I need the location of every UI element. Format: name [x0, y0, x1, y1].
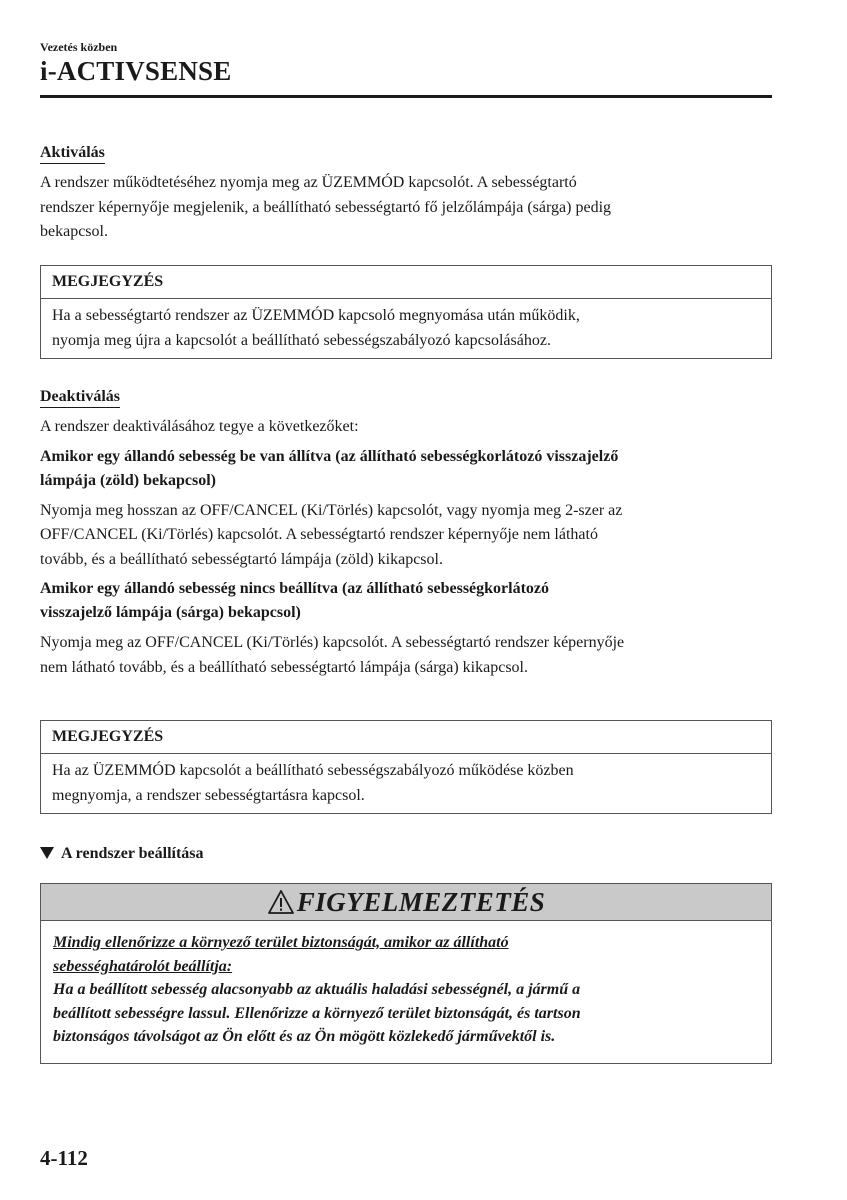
warning-lead-line: Mindig ellenőrizze a környező terület biztonságát, amikor az állítható — [53, 934, 509, 951]
deactivation-intro: A rendszer deaktiválásához tegye a következőket: — [40, 418, 359, 435]
note-line: Ha a sebességtartó rendszer az ÜZEMMÓD kapcsoló megnyomása után működik, — [52, 307, 580, 324]
deactivation-section — [40, 388, 772, 680]
setup-heading-label: A rendszer beállítása — [61, 845, 204, 862]
note-line: Ha az ÜZEMMÓD kapcsolót a beállítható sebességszabályozó működése közben — [52, 762, 574, 779]
case1-line: OFF/CANCEL (Ki/Törlés) kapcsolót. A sebességtartó rendszer képernyője nem látható — [40, 526, 598, 543]
activation-line: rendszer képernyője megjelenik, a beállítható sebességtartó fő jelzőlámpája (sárga) pedig — [40, 198, 612, 216]
case2-line: nem látható tovább, és a beállítható sebességtartó lámpája (sárga) kikapcsol. — [40, 658, 528, 676]
warning-title: FIGYELMEZTETÉS — [296, 886, 546, 917]
activation-line: A rendszer működtetéséhez nyomja meg az ÜZEMMÓD kapcsolót. A sebességtartó — [40, 174, 577, 191]
down-triangle-icon — [40, 847, 54, 859]
warning-body — [41, 921, 771, 1063]
note-line: nyomja meg újra a kapcsolót a beállítható sebességszabályozó kapcsolásához. — [52, 331, 551, 349]
note-body — [41, 754, 771, 813]
activation-section — [40, 144, 772, 245]
activation-heading: Aktiválás — [40, 144, 105, 164]
note-line: megnyomja, a rendszer sebességtartásra kapcsol. — [52, 786, 365, 804]
setup-heading — [40, 845, 204, 863]
warning-text-line: beállított sebességre lassul. Ellenőrizze a környező terület biztonságát, és tartson — [53, 1004, 581, 1022]
case2-line: Nyomja meg az OFF/CANCEL (Ki/Törlés) kapcsolót. A sebességtartó rendszer képernyője — [40, 634, 625, 651]
section-label: Vezetés közben — [40, 40, 118, 54]
page-title: i-ACTIVSENSE — [40, 56, 232, 86]
case2-heading-line: visszajelző lámpája (sárga) bekapcsol) — [40, 604, 301, 621]
case2-heading-line: Amikor egy állandó sebesség nincs beállítva (az állítható sebességkorlátozó — [40, 580, 550, 597]
warning-lead-line: sebességhatárolót beállítja: — [53, 957, 233, 975]
activation-line: bekapcsol. — [40, 223, 108, 240]
note-box-1 — [40, 265, 772, 359]
warning-header — [41, 884, 771, 921]
case1-line: tovább, és a beállítható sebességtartó lámpája (zöld) kikapcsol. — [40, 550, 443, 568]
warning-box — [40, 883, 772, 1064]
case1-heading-line: Amikor egy állandó sebesség be van állítva (az állítható sebességkorlátozó visszajelző — [40, 447, 619, 465]
warning-text-line: Ha a beállított sebesség alacsonyabb az aktuális haladási sebességnél, a jármű a — [53, 981, 581, 998]
case1-line: Nyomja meg hosszan az OFF/CANCEL (Ki/Törlés) kapcsolót, vagy nyomja meg 2-szer az — [40, 501, 623, 519]
note-heading: MEGJEGYZÉS — [41, 266, 771, 299]
case1-heading-line: lámpája (zöld) bekapcsol) — [40, 471, 216, 489]
deactivation-heading: Deaktiválás — [40, 388, 120, 408]
note-box-2 — [40, 720, 772, 814]
warning-text-line: biztonságos távolságot az Ön előtt és az Ön mögött közlekedő járművektől is. — [53, 1028, 556, 1045]
title-divider — [40, 95, 772, 98]
warning-triangle-icon — [267, 889, 295, 915]
note-heading: MEGJEGYZÉS — [41, 721, 771, 754]
page-number: 4-112 — [40, 1146, 88, 1170]
note-body — [41, 299, 771, 358]
